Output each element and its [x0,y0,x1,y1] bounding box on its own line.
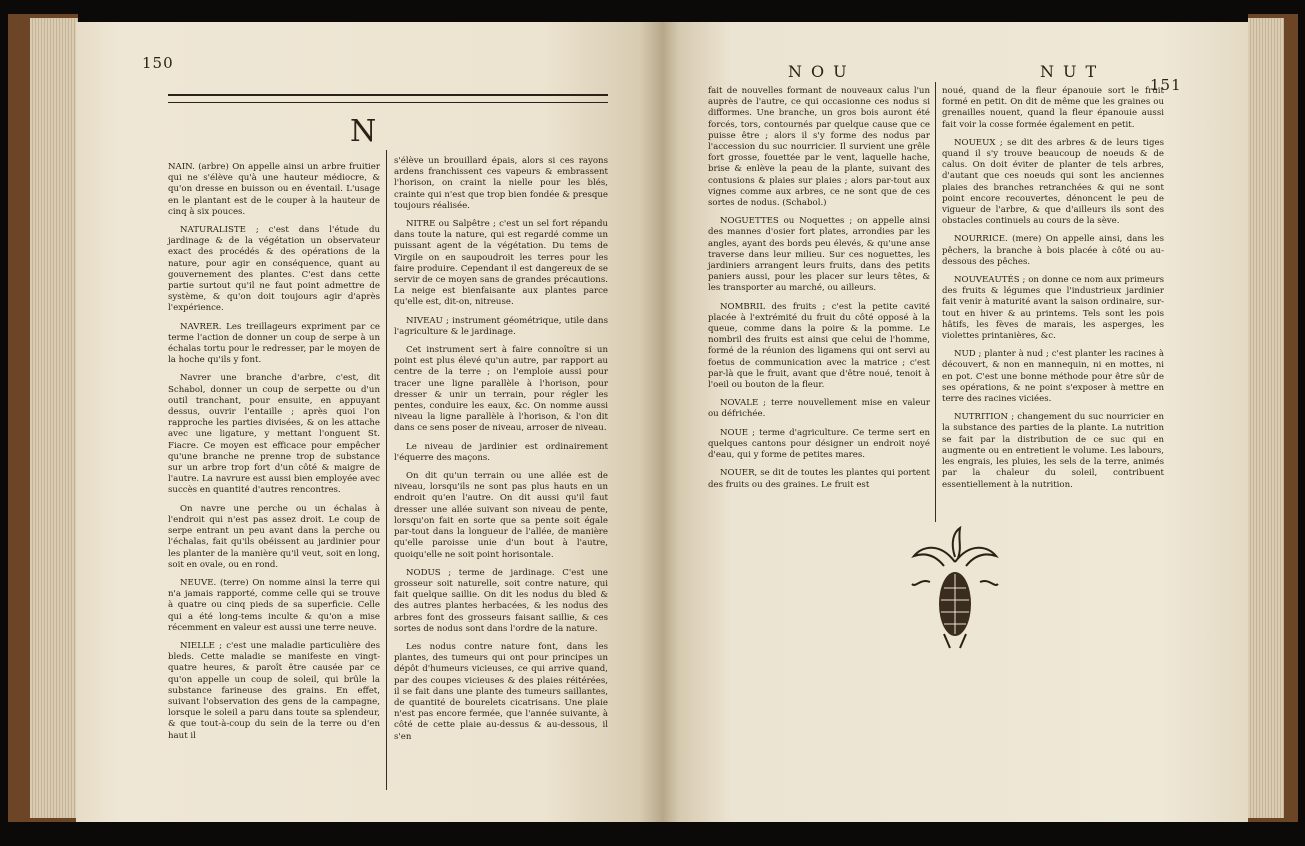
entry-noueux: NOUEUX ; se dit des arbres & de leurs tiges quand il s'y trouve beaucoup de noeuds & de calus. On doit éviter de planter de tels arbres, d'autant que ces noeuds qui sont les anciennes plaies des branches retranchées & qui ne sont point encore recouvertes, dénoncent le peu de vigueur de l'arbre, & que d'ailleurs ils sont des obstacles continuels au cours de la sève. [942,137,1164,227]
entry-nodus: NODUS ; terme de jardinage. C'est une grosseur soit naturelle, soit contre nature, qui fait quelque saillie. On dit les nodus du bled & des autres plantes herbacées, & les nodus des arbres font des grosseurs faisant saillie, & ces sortes de nodus sont dans l'ordre de la nature. [394,567,608,634]
entry-nouer: NOUER, se dit de toutes les plantes qui portent des fruits ou des graines. Le fruit est [708,468,930,490]
entry-nodus-cont: fait de nouvelles formant de nouveaux calus l'un auprès de l'autre, ce qui occasionne ces nodus si difformes. Une branche, un gros bois auront été forcés, tors, contournés par quelque cause que ce puisse être ; alors il s'y forme des nodus par l'accession du suc nourricier. Il survient une grêle fort grosse, fouettée par le vent, laquelle hache, brise & enlève la peau de la plante, suivant des contusions & plaies sur plaies ; alors par-tout aux vignes comme aux arbres, ce ne sont que de ces sortes de nodus. (Schabol.) [708,86,930,209]
column-divider-right [935,82,936,522]
left-column-2 [394,156,608,750]
entry-niveau-jardinier: Le niveau de jardinier est ordinairement l'équerre des maçons. [394,441,608,463]
entry-nouveautes: NOUVEAUTÉS ; on donne ce nom aux primeurs des fruits & légumes que l'industrieux jardinier fait venir à maturité avant la saison ordinaire, sur-tout en hiver & au printems. Tels sont les pois hâtifs, les fèves de marais, les asperges, les violettes printanières, &c. [942,275,1164,342]
entry-naturaliste: NATURALISTE ; c'est dans l'étude du jardinage & de la végétation un observateur exact des procédés & des opérations de la nature, pour agir en conséquence, quant au gouvernement des plantes. C'est dans cette partie surtout qu'il ne faut point admettre de système, & qu'on doit toujours agir d'après l'expérience. [168,225,380,314]
entry-navre-perche: On navre une perche ou un échalas à l'endroit qui n'est pas assez droit. Le coup de serpe entrant un peu avant dans la perche ou l'échalas, fait qu'ils obéissent au jardinier pour les planter de la manière qu'il veut, soit en long, soit en ovale, ou en rond. [168,503,380,570]
entry-nitre: NITRE ou Salpêtre ; c'est un sel fort répandu dans toute la nature, qui est regardé comme un puissant agent de la végétation. Du tems de Virgile on en saupoudroit les terres pour les faire produire. Cependant il est dangereux de se servir de ce moyen sans de grandes précautions. La neige est bienfaisante aux plantes parce qu'elle est, dit-on, nitreuse. [394,219,608,308]
entry-navrer-branche: Navrer une branche d'arbre, c'est, dit Schabol, donner un coup de serpette ou d'un outil tranchant, pour ensuite, en appuyant dessus, ouvrir l'entaille ; après quoi l'on rapproche les parties divisées, & on les attache avec une ligature, y mettant l'onguent St. Fiacre. Ce moyen est efficace pour empêcher qu'une branche ne prenne trop de substance sur un arbre trop fort d'un côté & maigre de l'autre. La navrure est aussi bien employée avec succès en quantité d'autres rencontres. [168,373,380,496]
entry-niveau-instrument: Cet instrument sert à faire connoître si un point est plus élevé qu'un autre, par rapport au centre de la terre ; on l'emploie aussi pour tracer une ligne parallèle à l'horison, pour dresser & unir un terrain, pour régler les pentes, conduire les eaux, &c. On nomme aussi niveau la ligne parallèle à l'horison, & l'on dit dans ce sens poser de niveau, arroser de niveau. [394,345,608,434]
entry-nielle-cont: s'élève un brouillard épais, alors si ces rayons ardens franchissent ces vapeurs & embrassent l'horison, on craint la nielle pour les blés, crainte qui n'est que trop bien fondée & presque toujours réalisée. [394,156,608,211]
vignette-ornament [910,522,1000,652]
left-page [76,22,662,822]
entry-nud: NUD ; planter à nud ; c'est planter les racines à découvert, & non en mannequin, ni en mottes, ni en pot. C'est une bonne méthode pour être sûr de ses opérations, & ne point s'exposer à mettre en terre des racines viciées. [942,349,1164,405]
entry-niveau-terrain: On dit qu'un terrain ou une allée est de niveau, lorsqu'ils ne sont pas plus hauts en un endroit qu'en l'autre. On dit aussi qu'il faut dresser une allée suivant son niveau de pente, lorsqu'on fait en sorte que sa pente soit égale par-tout dans la longueur de l'allée, de manière qu'elle paroisse unie d'un bout à l'autre, quoiqu'elle ne soit point horisontale. [394,471,608,560]
right-page [662,22,1248,822]
entry-nutrition: NUTRITION ; changement du suc nourricier en la substance des parties de la plante. La nutrition se fait par la distribution de ce suc qui en augmente ou en entretient le volume. Les labours, les engrais, les pluies, les sels de la terre, animés par la chaleur du soleil, contribuent essentiellement à la nutrition. [942,412,1164,490]
page-edges-left [30,18,78,818]
entry-noue-cont: noué, quand de la fleur épanouie sort le fruit formé en petit. On dit de même que les graines ou grenailles nouent, quand la fleur épanouie aussi fait voir la cosse formée également en petit. [942,86,1164,130]
entry-nielle: NIELLE ; c'est une maladie particulière des bleds. Cette maladie se manifeste en vingt-quatre heures, & paroît être causée par ce qu'on appelle un coup de soleil, qui brûle la substance farineuse des grains. En effet, suivant l'observation des gens de la campagne, lorsque le soleil a paru dans toute sa splendeur, & que tout-à-coup du sein de la terre ou d'en haut il [168,640,380,741]
entry-nombril: NOMBRIL des fruits ; c'est la petite cavité placée à l'extrémité du fruit du côté opposé à la queue, comme dans la poire & la pomme. Le nombril des fruits est ainsi que celui de l'homme, formé de la réunion des ligamens qui ont servi au foetus de communication avec la matrice ; c'est par-là que le fruit, avant que d'être noué, tenoit à l'oeil ou bouton de la fleur. [708,301,930,391]
running-head-right: NUT [1040,62,1106,81]
entry-nodus-contre-nature: Les nodus contre nature font, dans les plantes, des tumeurs qui ont pour principes un dépôt d'humeurs vicieuses, ce qui arrive quand, par des coupes vicieuses & des plaies réitérées, il se fait dans une plante des tumeurs saillantes, de quantité de bourelets cicatrisans. Une plaie n'est pas encore fermée, que l'année suivante, à côté de cette plaie au-dessus & au-dessous, il s'en [394,641,608,742]
entry-neuve: NEUVE. (terre) On nomme ainsi la terre qui n'a jamais rapporté, comme celle qui se trouve à quatre ou cinq pieds de sa superficie. Celle qui a été long-tems inculte & qu'on a mise récemment en valeur est aussi une terre neuve. [168,577,380,633]
right-column-1 [708,86,930,498]
running-head-left: NOU [788,62,856,81]
left-column-1 [168,162,380,749]
entry-noue: NOUE ; terme d'agriculture. Ce terme sert en quelques cantons pour désigner un endroit noyé d'eau, qui y forme de petites mares. [708,427,930,461]
entry-noguettes: NOGUETTES ou Noquettes ; on appelle ainsi des mannes d'osier fort plates, arrondies par les angles, ayant des bords peu élevés, & qu'une anse traverse dans leur milieu. Sur ces noguettes, les jardiniers arrangent leurs fruits, dans des petits paniers aussi, pour les placer sur leurs têtes, & les transporter au marché, ou ailleurs. [708,216,930,294]
page-edges-right [1248,18,1284,818]
entry-niveau: NIVEAU ; instrument géométrique, utile dans l'agriculture & le jardinage. [394,315,608,337]
entry-novale: NOVALE ; terre nouvellement mise en valeur ou défrichée. [708,398,930,420]
page-number-right: 151 [1150,76,1182,94]
entry-nain: NAIN. (arbre) On appelle ainsi un arbre fruitier qui ne s'élève qu'à une hauteur médiocre, & qu'on dresse en buisson ou en éventail. L'usage en le plantant est de le couper à la hauteur de cinq à six pouces. [168,162,380,217]
entry-nourrice: NOURRICE. (mere) On appelle ainsi, dans les pêchers, la branche à bois placée à côté ou au-dessous des pêches. [942,234,1164,267]
entry-navrer: NAVRER. Les treillageurs expriment par ce terme l'action de donner un coup de serpe à un échalas tortu pour le redresser, par le moyen de la hoche qu'ils y font. [168,321,380,366]
header-rule-left [168,94,608,103]
section-letter: N [350,114,377,149]
column-divider-left [386,150,387,790]
page-number-left: 150 [142,54,174,72]
right-column-2 [942,86,1164,498]
